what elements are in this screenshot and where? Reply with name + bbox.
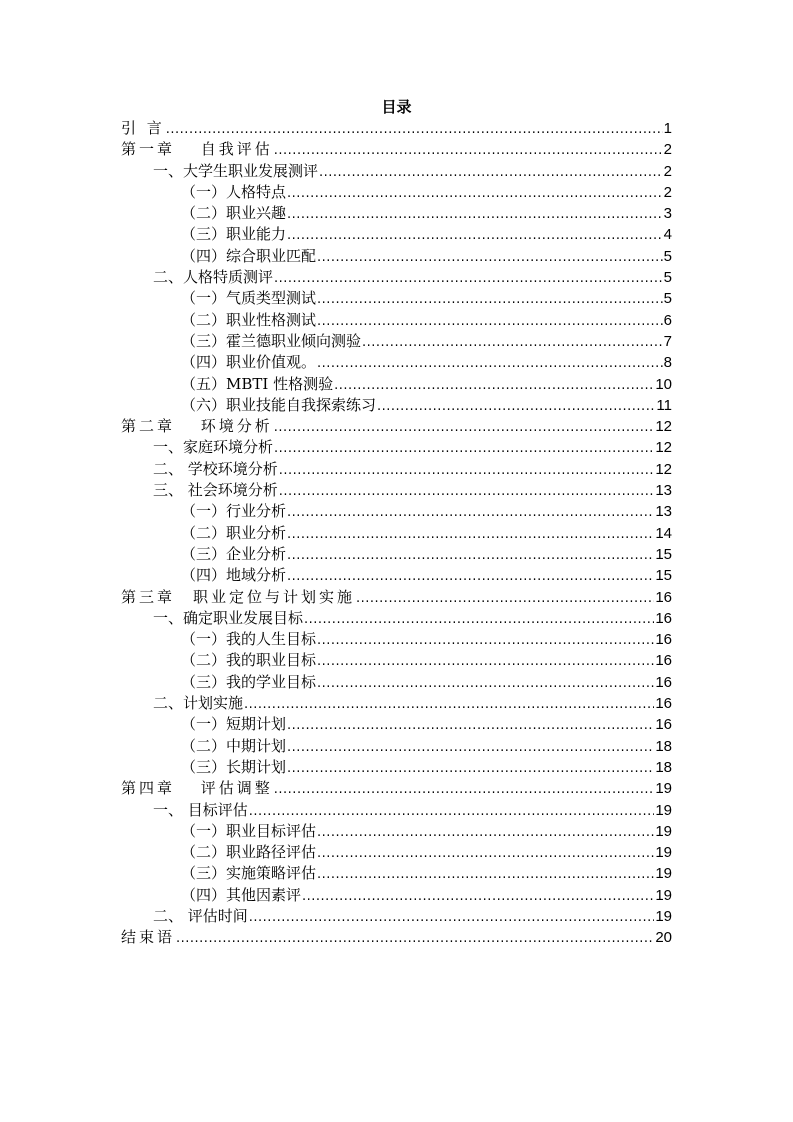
toc-entry-title: （二）职业性格测试 <box>181 310 317 329</box>
toc-entry[interactable] <box>121 672 672 693</box>
toc-entry-title: 引 言 <box>121 119 165 137</box>
dot-leader <box>287 183 663 204</box>
toc-entry-title: （二）中期计划 <box>181 736 287 755</box>
toc-entry[interactable] <box>121 544 672 565</box>
toc-entry[interactable] <box>121 608 672 629</box>
toc-entry-title: （四）其他因素评 <box>181 885 302 904</box>
toc-entry[interactable] <box>121 352 672 373</box>
dot-leader <box>334 375 654 396</box>
toc-entry[interactable] <box>121 203 672 224</box>
toc-page-number: 19 <box>655 907 672 925</box>
toc-entry[interactable] <box>121 800 672 821</box>
toc-page-number: 16 <box>655 631 672 649</box>
toc-entry[interactable] <box>121 523 672 544</box>
toc-entry-title: 一、 目标评估 <box>153 800 248 819</box>
toc-page-number: 19 <box>655 886 672 904</box>
toc-entry[interactable] <box>121 288 672 309</box>
toc-entry-title: 二、 学校环境分析 <box>153 459 278 478</box>
dot-leader <box>166 119 663 140</box>
toc-entry[interactable] <box>121 267 672 288</box>
toc-page-number: 4 <box>663 226 672 244</box>
dot-leader <box>317 822 654 843</box>
toc-page-number: 15 <box>655 567 672 585</box>
dot-leader <box>317 864 654 885</box>
toc-chapter-entry[interactable] <box>121 927 672 948</box>
toc-entry-title: 第一章 自我评估 <box>121 140 273 159</box>
toc-entry[interactable] <box>121 863 672 884</box>
toc-entry-title: （二）职业分析 <box>181 523 287 542</box>
dot-leader <box>317 247 663 268</box>
toc-entry-title: （一）人格特点 <box>181 182 287 201</box>
dot-leader <box>317 673 654 694</box>
toc-entry-title: （三）我的学业目标 <box>181 672 317 691</box>
toc-entry[interactable] <box>121 757 672 778</box>
toc-entry[interactable] <box>121 693 672 714</box>
toc-entry-title: （四）职业价值观。 <box>181 353 317 372</box>
toc-entry[interactable] <box>121 395 672 416</box>
toc-entry-title: （二）职业兴趣 <box>181 204 287 223</box>
dot-leader <box>304 609 654 630</box>
dot-leader <box>279 460 655 481</box>
toc-entry-title: 第二章 环境分析 <box>121 417 273 436</box>
toc-entry-title: 三、 社会环境分析 <box>153 481 278 500</box>
toc-entry-title: （三）实施策略评估 <box>181 864 317 883</box>
dot-leader <box>287 502 654 523</box>
toc-page-number: 18 <box>655 758 672 776</box>
dot-leader <box>287 524 654 545</box>
toc-page-number: 10 <box>655 375 672 393</box>
toc-entry-title: （四）地域分析 <box>181 566 287 585</box>
toc-entry-title: （一）我的人生目标 <box>181 630 317 649</box>
toc-page-number: 18 <box>655 737 672 755</box>
toc-entry-title: 第四章 评估调整 <box>121 779 273 798</box>
table-of-contents <box>121 118 672 949</box>
toc-chapter-entry[interactable] <box>121 778 672 799</box>
toc-entry[interactable] <box>121 331 672 352</box>
toc-entry-title: （六）职业技能自我探索练习 <box>181 395 377 414</box>
toc-page-number: 15 <box>655 545 672 563</box>
dot-leader <box>317 630 654 651</box>
dot-leader <box>287 566 654 587</box>
toc-entry[interactable] <box>121 161 672 182</box>
dot-leader <box>249 907 655 928</box>
dot-leader <box>317 843 654 864</box>
toc-page-number: 19 <box>655 822 672 840</box>
toc-entry-title: （一）职业目标评估 <box>181 821 317 840</box>
toc-entry-title: （一）短期计划 <box>181 715 287 734</box>
toc-page-number: 13 <box>655 503 672 521</box>
dot-leader <box>287 758 654 779</box>
toc-entry-title: 一、大学生职业发展测评 <box>153 161 319 180</box>
toc-page-number: 16 <box>655 588 672 606</box>
dot-leader <box>249 801 655 822</box>
toc-page-number: 11 <box>656 396 672 414</box>
toc-entry[interactable] <box>121 906 672 927</box>
dot-leader <box>287 737 654 758</box>
toc-entry[interactable] <box>121 374 672 395</box>
toc-page-number: 20 <box>655 929 672 947</box>
toc-entry-title: （一）行业分析 <box>181 502 287 521</box>
toc-page-number: 2 <box>663 141 672 159</box>
dot-leader <box>274 417 655 438</box>
toc-page-number: 13 <box>655 482 672 500</box>
toc-entry[interactable] <box>121 885 672 906</box>
toc-page-number: 16 <box>655 652 672 670</box>
toc-entry[interactable] <box>121 821 672 842</box>
toc-page-number: 5 <box>663 269 672 287</box>
dot-leader <box>279 481 655 502</box>
toc-page-number: 3 <box>663 205 672 223</box>
dot-leader <box>377 396 655 417</box>
toc-entry-title: （三）霍兰德职业倾向测验 <box>181 331 362 350</box>
toc-entry[interactable] <box>121 629 672 650</box>
dot-leader <box>317 311 663 332</box>
dot-leader <box>287 715 654 736</box>
toc-title: 目录 <box>381 98 412 116</box>
toc-entry-title: （四）综合职业匹配 <box>181 246 317 265</box>
dot-leader <box>287 225 663 246</box>
toc-entry-title: （三）长期计划 <box>181 757 287 776</box>
toc-entry-title: 第三章 职业定位与计划实施 <box>121 587 356 606</box>
toc-entry[interactable] <box>121 224 672 245</box>
toc-page-number: 16 <box>655 673 672 691</box>
dot-leader <box>287 204 663 225</box>
dot-leader <box>319 162 663 183</box>
toc-page-number: 1 <box>663 120 672 137</box>
dot-leader <box>317 353 663 374</box>
toc-entry-title: （五）MBTI 性格测验 <box>181 374 334 393</box>
dot-leader <box>317 289 663 310</box>
toc-entry[interactable] <box>121 501 672 522</box>
toc-entry-title: （三）职业能力 <box>181 225 287 244</box>
toc-chapter-entry[interactable] <box>121 118 672 139</box>
dot-leader <box>356 588 654 609</box>
toc-page-number: 8 <box>663 354 672 372</box>
toc-page-number: 14 <box>655 524 672 542</box>
toc-entry[interactable] <box>121 310 672 331</box>
toc-chapter-entry[interactable] <box>121 416 672 437</box>
toc-entry-title: （三）企业分析 <box>181 544 287 563</box>
toc-page-number: 7 <box>663 332 672 350</box>
toc-entry[interactable] <box>121 246 672 267</box>
dot-leader <box>274 438 654 459</box>
toc-page-number: 16 <box>655 716 672 734</box>
dot-leader <box>274 779 655 800</box>
toc-entry-title: 一、家庭环境分析 <box>153 438 274 457</box>
toc-entry[interactable] <box>121 565 672 586</box>
dot-leader <box>287 545 654 566</box>
toc-entry-title: 一、确定职业发展目标 <box>153 608 304 627</box>
toc-page-number: 2 <box>663 183 672 201</box>
toc-entry[interactable] <box>121 736 672 757</box>
toc-page-number: 19 <box>655 801 672 819</box>
toc-page-number: 12 <box>655 460 672 478</box>
toc-page-number: 19 <box>655 844 672 862</box>
toc-entry-title: （二）职业路径评估 <box>181 843 317 862</box>
dot-leader <box>274 140 663 161</box>
toc-page-number: 2 <box>663 162 672 180</box>
toc-entry-title: 二、计划实施 <box>153 694 244 713</box>
toc-entry-title: （一）气质类型测试 <box>181 289 317 308</box>
toc-page-number: 19 <box>655 780 672 798</box>
dot-leader <box>302 886 654 907</box>
toc-entry[interactable] <box>121 842 672 863</box>
toc-page-number: 6 <box>663 311 672 329</box>
toc-chapter-entry[interactable] <box>121 139 672 160</box>
toc-entry-title: 结束语 <box>121 928 176 947</box>
toc-chapter-entry[interactable] <box>121 587 672 608</box>
toc-entry[interactable] <box>121 714 672 735</box>
dot-leader <box>362 332 663 353</box>
toc-page-number: 16 <box>655 695 672 713</box>
toc-page-number: 12 <box>655 439 672 457</box>
dot-leader <box>317 651 654 672</box>
toc-page-number: 5 <box>663 290 672 308</box>
toc-entry[interactable] <box>121 480 672 501</box>
dot-leader <box>244 694 654 715</box>
toc-page-number: 12 <box>655 418 672 436</box>
toc-page-number: 5 <box>663 247 672 265</box>
toc-page-number: 16 <box>655 609 672 627</box>
toc-entry[interactable] <box>121 437 672 458</box>
toc-entry-title: 二、 评估时间 <box>153 906 248 925</box>
toc-page-number: 19 <box>655 865 672 883</box>
toc-entry[interactable] <box>121 182 672 203</box>
toc-entry-title: （二）我的职业目标 <box>181 651 317 670</box>
toc-entry[interactable] <box>121 650 672 671</box>
dot-leader <box>176 928 654 949</box>
dot-leader <box>274 268 663 289</box>
toc-entry-title: 二、人格特质测评 <box>153 268 274 287</box>
toc-entry[interactable] <box>121 459 672 480</box>
